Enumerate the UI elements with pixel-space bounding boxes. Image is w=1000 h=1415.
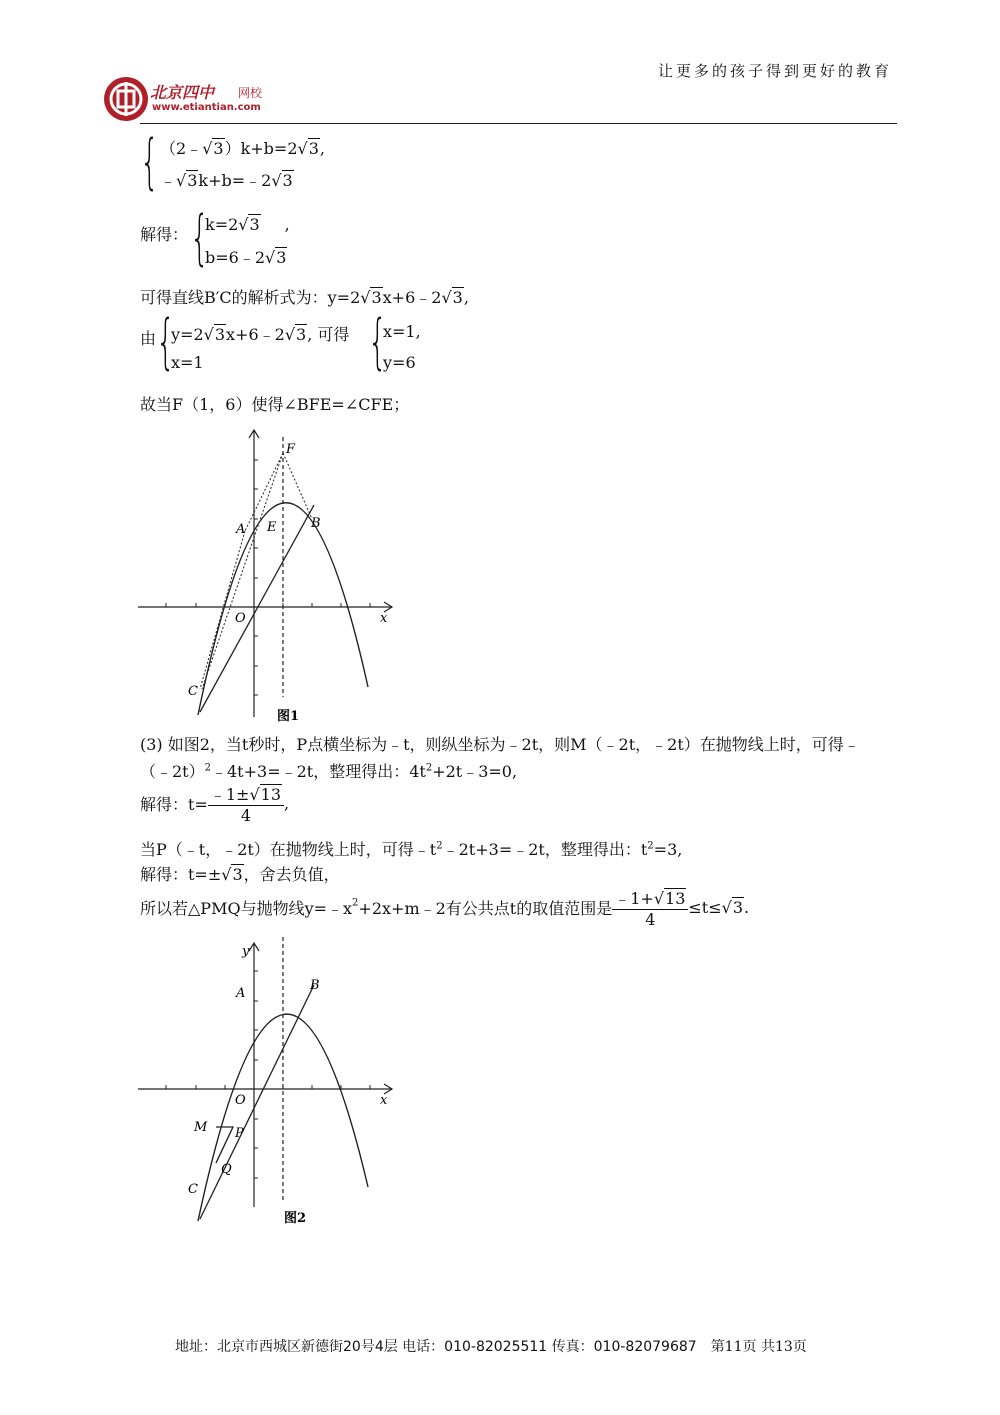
brace-left: { [140, 127, 160, 197]
label-C: C [188, 1182, 198, 1197]
label-A: A [236, 986, 246, 1001]
equation-line: x=1 [171, 353, 204, 372]
solve-label: 解得： [140, 225, 189, 244]
label-P: P [235, 1126, 244, 1141]
fraction: $\frac{﹣1\pm√13}{4}$ [208, 782, 284, 825]
brace-left: { [368, 307, 388, 377]
header-rule [140, 123, 897, 124]
brand-suffix: 网校 [238, 86, 263, 100]
brand-url: www.etiantian.com [152, 102, 261, 113]
label-O: O [235, 1093, 246, 1108]
label-A: A [236, 522, 246, 537]
label-O: O [235, 611, 246, 626]
equation-line: ﹣√3k+b=﹣2√3 [160, 171, 293, 190]
equation-line: b=6﹣2√3 [205, 248, 287, 267]
label-F: F [286, 442, 296, 457]
text-line: (3) 如图2，当t秒时，P点横坐标为﹣t，则纵坐标为﹣2t，则M（﹣2t，﹣2t）在抛物线上时，可得﹣ [140, 735, 860, 754]
footer-address: 地址：北京市西城区新德街20号4层 电话：010-82025511 传真：010-82079687 [175, 1339, 697, 1355]
figure-caption: 图1 [277, 709, 300, 724]
equation-line: x=1, [383, 322, 421, 341]
text-line: 可得直线B′C的解析式为：y=2√3x+6﹣2√3, [140, 288, 469, 307]
figure-caption: 图2 [284, 1211, 307, 1226]
footer [175, 1336, 807, 1356]
figure-2 [130, 935, 400, 1230]
text-line: 解得：t= $\frac{﹣1\pm√13}{4}$ , [140, 782, 289, 825]
brace-left: { [156, 307, 176, 377]
brand-name: 北京四中 [150, 83, 215, 102]
equation-line: y=2√3x+6﹣2√3, 可得 [171, 325, 350, 344]
equation-line: k=2√3 , [205, 215, 290, 234]
label-M: M [194, 1120, 208, 1135]
label-B: B [310, 978, 320, 993]
text-line: 解得：t=±√3，舍去负值， [140, 865, 340, 884]
label-B: B [311, 516, 321, 531]
text-line: 故当F（1，6）使得∠BFE=∠CFE； [140, 395, 410, 414]
equation-line: （2﹣√3）k+b=2√3, [160, 139, 325, 158]
label-x: x [380, 1093, 388, 1108]
equation-line: y=6 [383, 353, 416, 372]
fraction: $\frac{﹣1+√13}{4}$ [612, 886, 688, 929]
label-x: x [380, 611, 388, 626]
text-line: 当P（﹣t，﹣2t）在抛物线上时，可得$﹣t^2﹣2t+3=﹣2t$，整理得出：$t^2=3$, [140, 840, 683, 859]
label-C: C [188, 684, 198, 699]
figure-1 [130, 425, 400, 725]
text-line: 所以若△PMQ与抛物线$y=﹣x^2+2x+m﹣2$有公共点t的取值范围是 $\frac{﹣1+√13}{4}$ ≤t≤√3. [140, 886, 749, 929]
label-E: E [267, 520, 277, 535]
by-label: 由 [140, 329, 157, 348]
header-slogan: 让更多的孩子得到更好的教育 [658, 62, 893, 80]
footer-page: 第11页 共13页 [710, 1339, 807, 1355]
label-Q: Q [221, 1162, 232, 1177]
label-y: y [242, 944, 250, 959]
text-line: （﹣2t）$^2$﹣4t+3=﹣2t，整理得出：$4t^2+2t﹣3=0$, [140, 762, 518, 781]
brace-left: { [190, 203, 210, 273]
